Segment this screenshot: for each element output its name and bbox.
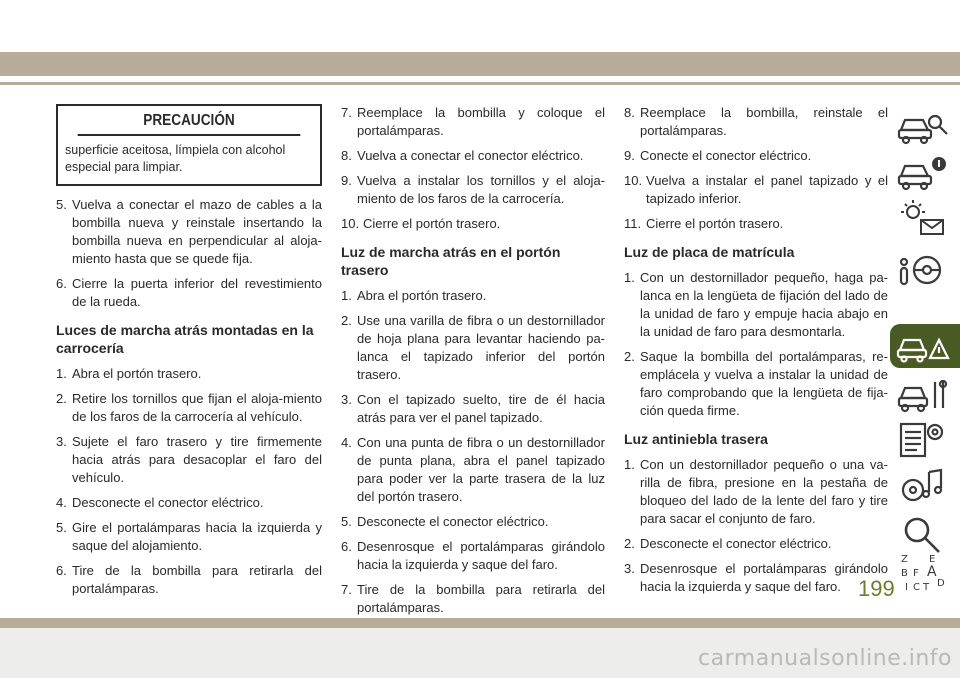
list-item: 1. Con un destornillador pequeño, haga pa-lanca en la lengüeta de fijación del lado de la unidad de faro y empuje hacia abajo en la unidad de faro para desmontarla. xyxy=(624,270,888,339)
list-item: 5. Vuelva a conectar el mazo de cables a la bombilla nueva y reinstale insertando la bombilla nueva en perpendicular al aloja-miento hasta que se quede fija. xyxy=(56,197,322,266)
list-item: 8. Reemplace la bombilla, reinstale el portalámparas. xyxy=(624,105,888,138)
step-list xyxy=(341,104,605,233)
list-item: 2. Retire los tornillos que fijan el aloja-miento de los faros de la carrocería al vehículo. xyxy=(56,391,322,424)
caution-box xyxy=(56,104,322,186)
svg-text:Z: Z xyxy=(901,554,908,565)
svg-text:A: A xyxy=(927,564,937,580)
svg-text:F: F xyxy=(913,568,919,579)
car-hazard-icon[interactable] xyxy=(890,324,960,368)
step-list xyxy=(624,269,888,420)
list-item: 10. Cierre el portón trasero. xyxy=(341,216,501,231)
svg-text:I: I xyxy=(905,582,908,593)
header-rule xyxy=(0,82,960,85)
page-number: 199 xyxy=(858,576,895,601)
list-item: 7. Tire de la bombilla para retirarla del portalámparas. xyxy=(341,582,605,615)
list-item: 2. Saque la bombilla del portalámparas, re-emplácela y vuelva a instalar la unidad de faro comprobando que la lengüeta de fija-ción queda firme. xyxy=(624,349,888,418)
section-heading: Luz de marcha atrás en el portón trasero xyxy=(341,244,561,278)
watermark: carmanualsonline.info xyxy=(698,646,952,671)
list-item: 6. Tire de la bombilla para retirarla del portalámparas. xyxy=(56,563,322,596)
section-heading: Luz de placa de matrícula xyxy=(624,244,795,260)
list-item: 9. Conecte el conector eléctrico. xyxy=(624,148,812,163)
list-item: 1. Abra el portón trasero. xyxy=(56,366,202,381)
list-item: 5. Desconecte el conector eléctrico. xyxy=(341,514,549,529)
column-1 xyxy=(56,104,322,605)
list-item: 9. Vuelva a instalar los tornillos y el aloja-miento de los faros de la carrocería. xyxy=(341,173,605,206)
list-item: 3. Desenrosque el portalámparas girándolo hacia la izquierda y saque del faro. xyxy=(624,561,888,594)
car-tools-icon[interactable] xyxy=(893,372,960,416)
svg-text:T: T xyxy=(923,582,930,593)
list-item: 1. Abra el portón trasero. xyxy=(341,288,487,303)
warning-lights-message-icon[interactable] xyxy=(893,198,960,242)
step-list xyxy=(56,365,322,598)
column-3 xyxy=(624,104,888,603)
list-item: 11. Cierre el portón trasero. xyxy=(624,216,784,231)
header-band xyxy=(0,52,960,76)
caution-text: superficie aceitosa, límpiela con alcohol especial para limpiar. xyxy=(65,143,286,174)
settings-list-icon[interactable] xyxy=(893,418,960,462)
step-list xyxy=(624,104,888,233)
step-list xyxy=(624,456,888,596)
list-item: 10. Vuelva a instalar el panel tapizado y el tapizado inferior. xyxy=(624,173,888,206)
list-item: 3. Sujete el faro trasero y tire firmemente hacia atrás para desacoplar el faro del vehículo. xyxy=(56,434,322,485)
car-info-icon[interactable] xyxy=(893,150,960,194)
list-item: 6. Cierre la puerta inferior del revestimiento de la rueda. xyxy=(56,276,322,309)
list-item: 7. Reemplace la bombilla y coloque el portalámparas. xyxy=(341,105,605,138)
list-item: 2. Use una varilla de fibra o un destornillador de hoja plana para levantar haciendo pa-lanca el tapizado inferior del portón trasero. xyxy=(341,313,605,382)
section-heading: Luz antiniebla trasera xyxy=(624,431,768,447)
list-item: 3. Con el tapizado suelto, tire de él hacia atrás para ver el panel tapizado. xyxy=(341,392,605,425)
step-list xyxy=(56,196,322,311)
list-item: 8. Vuelva a conectar el conector eléctrico. xyxy=(341,148,584,163)
list-item: 4. Con una punta de fibra o un destornillador de punta plana, abra el panel tapizado para poder ver la parte trasera de la luz del portón trasero. xyxy=(341,435,605,504)
list-item: 4. Desconecte el conector eléctrico. xyxy=(56,495,264,510)
airbag-steering-icon[interactable] xyxy=(893,248,960,292)
index-letters-icon[interactable] xyxy=(893,550,960,594)
list-item: 5. Gire el portalámparas hacia la izquierda y saque del alojamiento. xyxy=(56,520,322,553)
car-search-icon[interactable] xyxy=(893,104,960,148)
list-item: 6. Desenrosque el portalámparas girándolo hacia la izquierda y saque del faro. xyxy=(341,539,605,572)
section-heading: Luces de marcha atrás montadas en la carrocería xyxy=(56,322,314,356)
top-margin xyxy=(0,0,960,48)
svg-text:D: D xyxy=(937,578,945,589)
column-2 xyxy=(341,104,605,624)
media-music-icon[interactable] xyxy=(893,464,960,508)
svg-text:C: C xyxy=(913,582,920,593)
svg-text:E: E xyxy=(929,554,936,565)
list-item: 2. Desconecte el conector eléctrico. xyxy=(624,536,832,551)
svg-text:B: B xyxy=(901,568,908,579)
caution-title: PRECAUCIÓN xyxy=(78,106,301,136)
list-item: 1. Con un destornillador pequeño o una va-rilla de fibra, presione en la pestaña de bloqueo del lado de la lente del faro y tire para sacar el conjunto de faro. xyxy=(624,457,888,526)
footer-band xyxy=(0,618,960,628)
step-list xyxy=(341,287,605,617)
